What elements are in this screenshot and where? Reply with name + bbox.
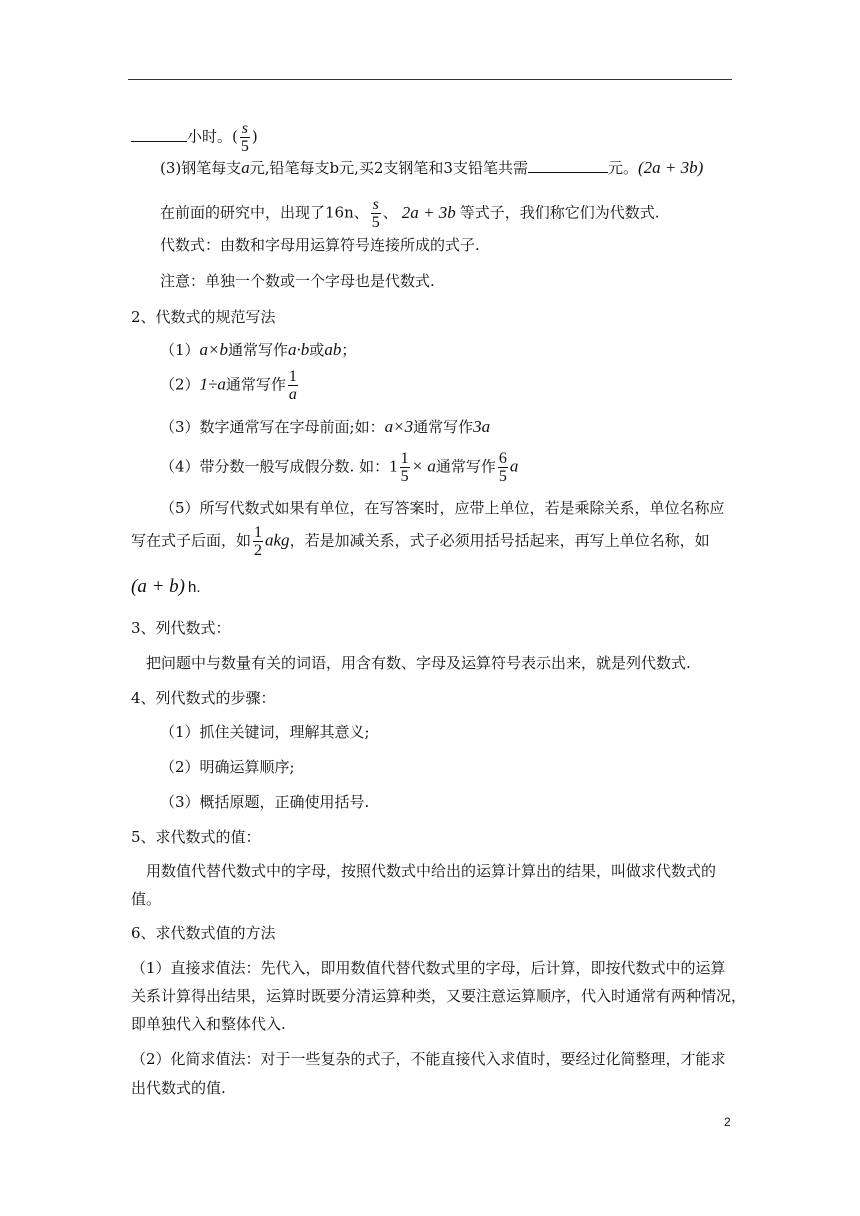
- heading-6: 6、求代数式值的方法: [131, 924, 276, 942]
- step-2: （2）明确运算顺序;: [160, 758, 295, 776]
- heading-4: 4、列代数式的步骤：: [131, 689, 276, 707]
- fraction-1-over-2: $\frac{1}{2}$: [254, 524, 263, 559]
- header-rule: [128, 79, 732, 80]
- method-1-line-2: 关系计算得出结果，运算时既要分清运算种类，又要注意运算顺序，代入时通常有两种情况，: [131, 987, 747, 1005]
- note: 注意：单独一个数或一个字母也是代数式.: [160, 272, 435, 290]
- rule-2: （2）1÷a通常写作 $\frac{1}{a}$: [160, 368, 297, 403]
- fraction-1-over-5: $\frac{1}{5}$: [400, 450, 409, 485]
- method-1-line-3: 即单独代入和整体代入.: [131, 1015, 286, 1033]
- rule-5-line-1: （5）所写代数式如果有单位，在写答案时，应带上单位，若是乘除关系，单位名称应: [160, 499, 725, 517]
- heading-2: 2、代数式的规范写法: [131, 308, 276, 326]
- step-3: （3）概括原题，正确使用括号.: [160, 793, 370, 811]
- rule-5-line-3: (a + b) h.: [131, 576, 201, 597]
- rule-3: （3）数字通常写在字母前面;如：a×3通常写作3a: [160, 417, 491, 436]
- fraction-s-over-5: $\frac{s}{5}$: [240, 120, 249, 155]
- para-5-line-2: 值。: [131, 890, 162, 908]
- method-2-line-2: 出代数式的值.: [131, 1079, 226, 1097]
- definition: 代数式：由数和字母用运算符号连接所成的式子.: [160, 236, 480, 254]
- heading-3: 3、列代数式：: [131, 619, 231, 637]
- rule-5-line-2: 写在式子后面，如 $\frac{1}{2}$ akg，若是加减关系，式子必须用括号括起来，再写上单位名称，如: [131, 524, 710, 559]
- line-pens: (3)钢笔每支a元,铅笔每支b元,买2支钢笔和3支铅笔共需 元。(2a + 3b): [160, 158, 704, 177]
- fraction-s-over-5: $\frac{s}{5}$: [371, 196, 380, 231]
- step-1: （1）抓住关键词，理解其意义;: [160, 723, 370, 741]
- page-number: 2: [724, 1115, 731, 1129]
- fraction-6-over-5: $\frac{6}{5}$: [498, 450, 507, 485]
- method-1-line-1: （1）直接求值法：先代入，即用数值代替代数式里的字母，后计算，即按代数式中的运算: [131, 959, 726, 977]
- rule-4: （4）带分数一般写成假分数. 如：1 $\frac{1}{5}$ × a通常写作 $\frac{6}{5}$ a: [160, 450, 519, 485]
- fraction-1-over-a: $\frac{1}{a}$: [288, 368, 297, 403]
- line-research: 在前面的研究中，出现了16n、 $\frac{s}{5}$ 、 2a + 3b 等式子，我们称它们为代数式.: [160, 196, 660, 231]
- line-hours: 小时。( $\frac{s}{5}$ ): [131, 120, 258, 155]
- para-3: 把问题中与数量有关的词语，用含有数、字母及运算符号表示出来，就是列代数式.: [146, 654, 691, 672]
- answer-expression: (2a + 3b): [638, 158, 704, 177]
- rule-1: （1）a×b通常写作a·b或ab；: [160, 340, 357, 359]
- hours-text: 小时。(: [187, 127, 238, 146]
- method-2-line-1: （2）化简求值法：对于一些复杂的式子，不能直接代入求值时，要经过化简整理，才能求: [131, 1050, 726, 1068]
- para-5-line-1: 用数值代替代数式中的字母，按照代数式中给出的运算计算出的结果，叫做求代数式的: [146, 862, 717, 880]
- answer-blank: [528, 158, 608, 173]
- heading-5: 5、求代数式的值：: [131, 828, 261, 846]
- answer-blank: [131, 127, 187, 142]
